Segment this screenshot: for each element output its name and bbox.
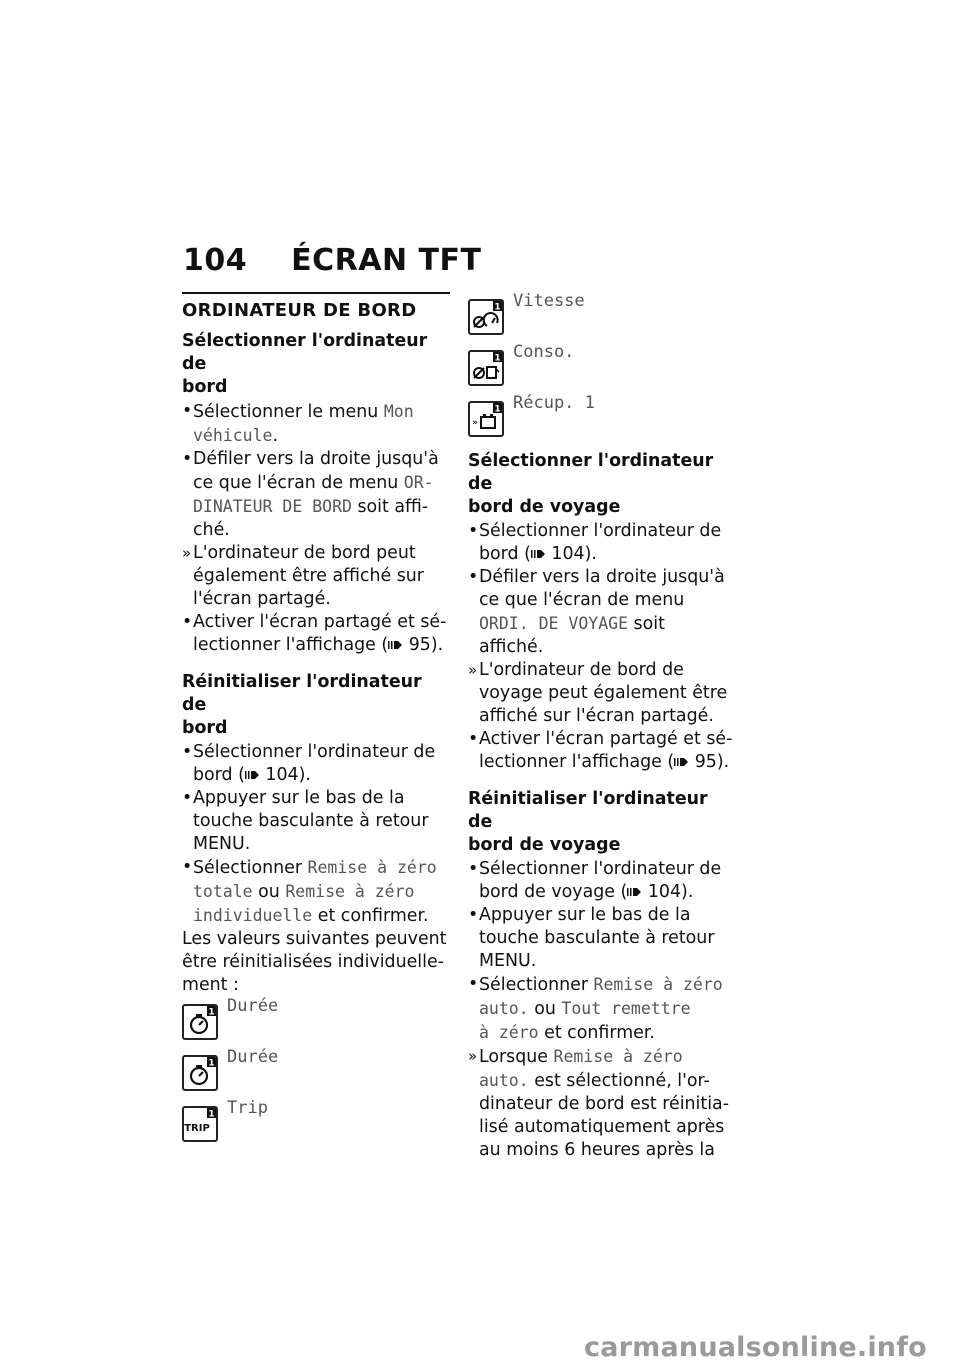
fuel-consumption-icon bbox=[468, 350, 504, 386]
bullet-icon: • bbox=[468, 974, 479, 994]
list-item: • Défiler vers la droite jusqu'à ce que l'écran de menu ORDI. DE VOYAGE soit affiché. bbox=[468, 567, 725, 657]
recuperation-icon bbox=[468, 401, 504, 437]
icon-label: Conso. bbox=[513, 342, 575, 362]
left-column bbox=[182, 292, 450, 1150]
page-reference-arrow-icon bbox=[531, 548, 546, 560]
icon-label: Récup. 1 bbox=[513, 393, 595, 413]
list-item-result: » L'ordinateur de bord de voyage peut également être affiché sur l'écran partagé. bbox=[468, 660, 728, 726]
icon-row bbox=[468, 343, 736, 394]
list-item: • Sélectionner l'ordinateur de bord ( 104). bbox=[468, 521, 722, 564]
icon-label: Vitesse bbox=[513, 291, 585, 311]
page-reference-link[interactable]: 104 bbox=[647, 882, 682, 902]
svg-text:1: 1 bbox=[494, 302, 501, 313]
icon-label: Durée bbox=[227, 996, 279, 1016]
result-arrow-icon: » bbox=[468, 1047, 478, 1065]
svg-text:TRIP: TRIP bbox=[184, 1123, 210, 1134]
icon-row bbox=[182, 1099, 450, 1150]
subheading-reset-trip: Réinitialiser l'ordinateur de bord de voyage bbox=[468, 789, 708, 855]
bullet-icon: • bbox=[182, 857, 193, 877]
icon-row bbox=[182, 1048, 450, 1099]
bullet-icon: • bbox=[182, 612, 193, 632]
list-item: • Sélectionner Remise à zéro totale ou Remise à zéro individuelle et confirmer. bbox=[182, 857, 437, 926]
page-reference-link[interactable]: 95 bbox=[408, 635, 431, 655]
svg-text:»: » bbox=[472, 418, 478, 428]
section-rule bbox=[182, 292, 450, 294]
subheading-reset: Réinitialiser l'ordinateur de bord bbox=[182, 672, 422, 738]
bullet-icon: • bbox=[182, 449, 193, 469]
bullet-icon: • bbox=[468, 567, 479, 587]
page-reference-arrow-icon bbox=[388, 639, 403, 651]
svg-text:1: 1 bbox=[494, 404, 501, 415]
list-item: • Sélectionner l'ordinateur de bord ( 104). bbox=[182, 742, 436, 785]
bullet-icon: • bbox=[468, 729, 479, 749]
icon-row bbox=[468, 394, 736, 445]
trip-1-icon bbox=[182, 1106, 218, 1142]
icon-label: Trip bbox=[227, 1098, 268, 1118]
icon-row bbox=[182, 997, 450, 1048]
page-header bbox=[183, 243, 481, 278]
page-reference-link[interactable]: 95 bbox=[694, 752, 717, 772]
right-column bbox=[468, 292, 736, 1162]
section-title: ORDINATEUR DE BORD bbox=[182, 300, 417, 321]
page-title: ÉCRAN TFT bbox=[291, 243, 482, 278]
icon-label: Durée bbox=[227, 1047, 279, 1067]
list-item: • Sélectionner Remise à zéro auto. ou Tout remettre à zéro et confirmer. bbox=[468, 974, 723, 1043]
bullet-icon: • bbox=[468, 521, 479, 541]
page-reference-link[interactable]: 104 bbox=[551, 544, 585, 564]
svg-text:1: 1 bbox=[208, 1058, 215, 1069]
page-reference-link[interactable]: 104 bbox=[265, 765, 299, 785]
result-arrow-icon: » bbox=[468, 661, 478, 679]
list-item: • Activer l'écran partagé et sé- lectionner l'affichage ( 95). bbox=[182, 612, 447, 655]
page-reference-arrow-icon bbox=[245, 769, 260, 781]
result-arrow-icon: » bbox=[182, 544, 192, 562]
bullet-icon: • bbox=[182, 401, 193, 421]
bullet-icon: • bbox=[468, 905, 479, 925]
bullet-icon: • bbox=[468, 859, 479, 879]
svg-text:1: 1 bbox=[208, 1109, 215, 1120]
stopwatch-1-icon bbox=[182, 1004, 218, 1040]
list-item: • Sélectionner l'ordinateur de bord de voyage ( 104). bbox=[468, 859, 722, 902]
svg-text:1: 1 bbox=[208, 1007, 215, 1018]
stopwatch-1-icon bbox=[182, 1055, 218, 1091]
bullet-icon: • bbox=[182, 742, 193, 762]
list-item: • Défiler vers la droite jusqu'à ce que l'écran de menu OR- DINATEUR DE BORD soit affi- ché. bbox=[182, 449, 439, 540]
subheading-select: Sélectionner l'ordinateur de bord bbox=[182, 331, 428, 397]
subheading-select-trip: Sélectionner l'ordinateur de bord de voyage bbox=[468, 451, 714, 517]
list-item: • Activer l'écran partagé et sé- lectionner l'affichage ( 95). bbox=[468, 729, 733, 772]
bullet-icon: • bbox=[182, 788, 193, 808]
page-number: 104 bbox=[183, 243, 248, 278]
list-item: • Sélectionner le menu Mon véhicule. bbox=[182, 401, 414, 446]
list-item: • Appuyer sur le bas de la touche basculante à retour MENU. bbox=[468, 905, 715, 971]
page-reference-arrow-icon bbox=[627, 886, 642, 898]
note-text: Les valeurs suivantes peuvent être réinitialisées individuelle- ment : bbox=[182, 929, 447, 995]
list-item-result: » Lorsque Remise à zéro auto. est sélectionné, l'or- dinateur de bord est réinitia- lisé automatiquement après au moins 6 heures après la bbox=[468, 1047, 729, 1160]
icon-row bbox=[468, 292, 736, 343]
speed-average-icon bbox=[468, 299, 504, 335]
svg-text:1: 1 bbox=[494, 353, 501, 364]
list-item: • Appuyer sur le bas de la touche basculante à retour MENU. bbox=[182, 788, 429, 854]
watermark: carmanualsonline.info bbox=[584, 1332, 927, 1363]
page-reference-arrow-icon bbox=[674, 756, 689, 768]
list-item-result: » L'ordinateur de bord peut également être affiché sur l'écran partagé. bbox=[182, 543, 424, 609]
